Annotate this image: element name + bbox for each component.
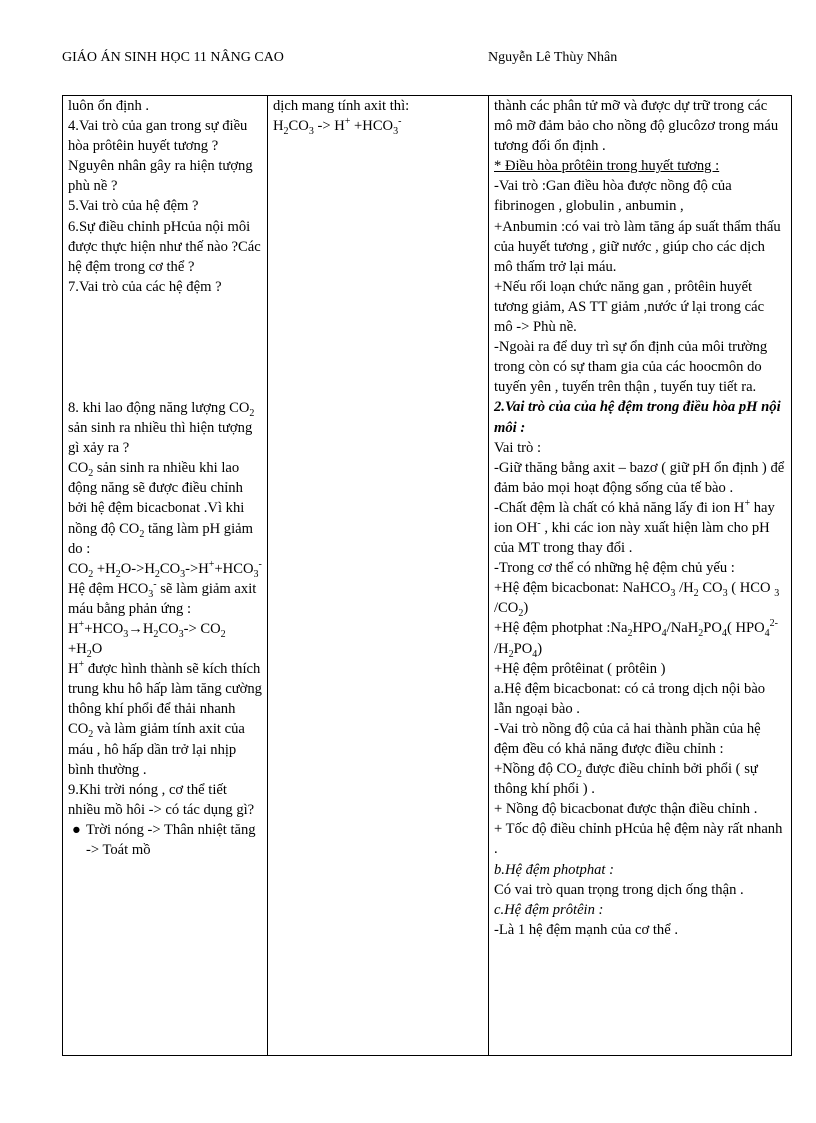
question-4: 4.Vai trò của gan trong sự điều hòa prôtêin huyết tương ? xyxy=(68,118,248,155)
equation-h: $H^++HCO_3\to H_2CO_3-> CO_2 +H_2O$ xyxy=(68,619,226,660)
spacer xyxy=(68,297,262,398)
paragraph: -Ngoài ra để duy trì sự ổn định của môi trường trong còn có sự tham gia của các hoocmôn do tuyến yên , tuyến trên thận , tuyến tuy tiết ra. xyxy=(494,339,768,396)
paragraph: +Anbumin :có vai trò làm tăng áp suất thẩm thấu của huyết tương , giữ nước , giúp cho các dịch mô thấm trở lại máu. xyxy=(494,218,781,275)
paragraph: +Nồng độ $CO_2$ được điều chỉnh bởi phổi ( sự thông khí phổi ) . xyxy=(494,761,758,798)
buffer-phosphate: +Hệ đệm photphat $:Na_2HPO_4/NaH_2PO_4$( $HPO_4^{2-}$ $/H_2PO_4$) xyxy=(494,618,778,660)
mid-column xyxy=(268,96,489,1056)
paragraph: -Vai trò :Gan điều hòa được nồng độ của fibrinogen , globulin , anbumin , xyxy=(494,178,732,215)
answer-8-buffer: Hệ đệm $HCO_3^-$ sẽ làm giảm axit máu bằng phản ứng : xyxy=(68,578,257,617)
question-9: 9.Khi trời nóng , cơ thể tiết nhiều mồ hôi -> có tác dụng gì? xyxy=(68,781,255,818)
question-4b: Nguyên nhân gây ra hiện tượng phù nề ? xyxy=(68,158,253,195)
question-6: 6.Sự điều chỉnh pHcủa nội môi được thực hiện như thế nào ?Các hệ đệm trong cơ thể ? xyxy=(68,218,261,275)
question-8: 8. khi lao động năng lượng $CO_2$ sản sinh ra nhiều thì hiện tượng gì xảy ra ? xyxy=(68,399,255,457)
text-line: luôn ổn định . xyxy=(68,98,150,114)
section-heading: 2.Vai trò của của hệ đệm trong điều hòa pH nội môi : xyxy=(494,399,781,436)
paragraph: +Hệ đệm prôtêinat ( prôtêin ) xyxy=(494,660,666,677)
equation-carbonic: $H_2CO_3 -> H^+ +HCO_3^-$ xyxy=(273,116,402,137)
bullet-item: ● Trời nóng -> Thân nhiệt tăng -> Toát mồ xyxy=(72,821,256,858)
section-heading: b.Hệ đệm photphat : xyxy=(494,861,614,878)
paragraph: -Giữ thăng bằng axit – bazơ ( giữ pH ổn định ) để đảm bảo mọi hoạt động sống của tế bào . xyxy=(494,459,785,496)
paragraph: -Trong cơ thể có những hệ đệm chủ yếu : xyxy=(494,560,735,577)
question-5: 5.Vai trò của hệ đệm ? xyxy=(68,198,199,215)
paragraph: thành các phân tử mỡ và được dự trữ trong các mô mỡ đảm bảo cho nồng độ glucôzơ trong máu tương đối ổn định . xyxy=(494,98,779,155)
header-title: GIÁO ÁN SINH HỌC 11 NÂNG CAO xyxy=(62,50,284,65)
question-7: 7.Vai trò của các hệ đệm ? xyxy=(68,278,222,295)
paragraph: Vai trò : xyxy=(494,439,542,456)
paragraph: Có vai trò quan trọng trong dịch ống thận . xyxy=(494,881,744,898)
paragraph: -Chất đệm là chất có khả năng lấy đi ion H+ hay ion OH- , khi các ion này xuất hiện làm cho pH của MT trong thay đổi . xyxy=(494,498,775,557)
lesson-table xyxy=(62,95,792,1056)
paragraph: +Nếu rối loạn chức năng gan , prôtêin huyết tương giảm, AS TT giảm ,nước ứ lại trong các mô -> Phù nề. xyxy=(494,278,765,336)
bullet-icon: ● xyxy=(72,821,81,838)
text-line: dịch mang tính axit thì: xyxy=(273,98,410,114)
paragraph: + Nồng độ bicacbonat được thận điều chỉnh . xyxy=(494,801,758,818)
paragraph: + Tốc độ điều chỉnh pHcủa hệ đệm này rất nhanh . xyxy=(494,821,783,858)
paragraph: -Vai trò nồng độ của cả hai thành phần của hệ đệm đều có khả năng được điều chỉnh : xyxy=(494,720,761,757)
buffer-bicarbonate: +Hệ đệm bicacbonat: NaHCO$_3$ $/H_2$ $CO_3$ ( HCO $_3$ $/CO_2$) xyxy=(494,580,780,620)
section-heading: c.Hệ đệm prôtêin : xyxy=(494,901,604,918)
paragraph: -Là 1 hệ đệm mạnh của cơ thể . xyxy=(494,921,678,938)
content-column xyxy=(489,96,792,1056)
questions-column xyxy=(63,96,268,1056)
answer-8-end: H+ được hình thành sẽ kích thích trung khu hô hấp làm tăng cường thông khí phổi để thải nhanh $CO_2$ và làm giảm tính axit của máu , hô hấp dần trở lại nhịp bình thường . xyxy=(68,659,262,778)
section-heading: * Điều hòa prôtêin trong huyết tương : xyxy=(494,158,720,175)
answer-8: $CO_2$ sản sinh ra nhiều khi lao động năng sẽ được điều chỉnh bởi hệ đệm bicacbonat .Vì khi nồng độ $CO_2$ tăng làm pH giảm do : xyxy=(68,460,253,557)
equation-co2: $CO_2 +H_2O->H_2CO_3->H^++HCO_3^-$ xyxy=(68,558,262,580)
paragraph: a.Hệ đệm bicacbonat: có cả trong dịch nội bào lẫn ngoại bào . xyxy=(494,680,766,717)
header-author: Nguyễn Lê Thùy Nhân xyxy=(488,50,618,65)
